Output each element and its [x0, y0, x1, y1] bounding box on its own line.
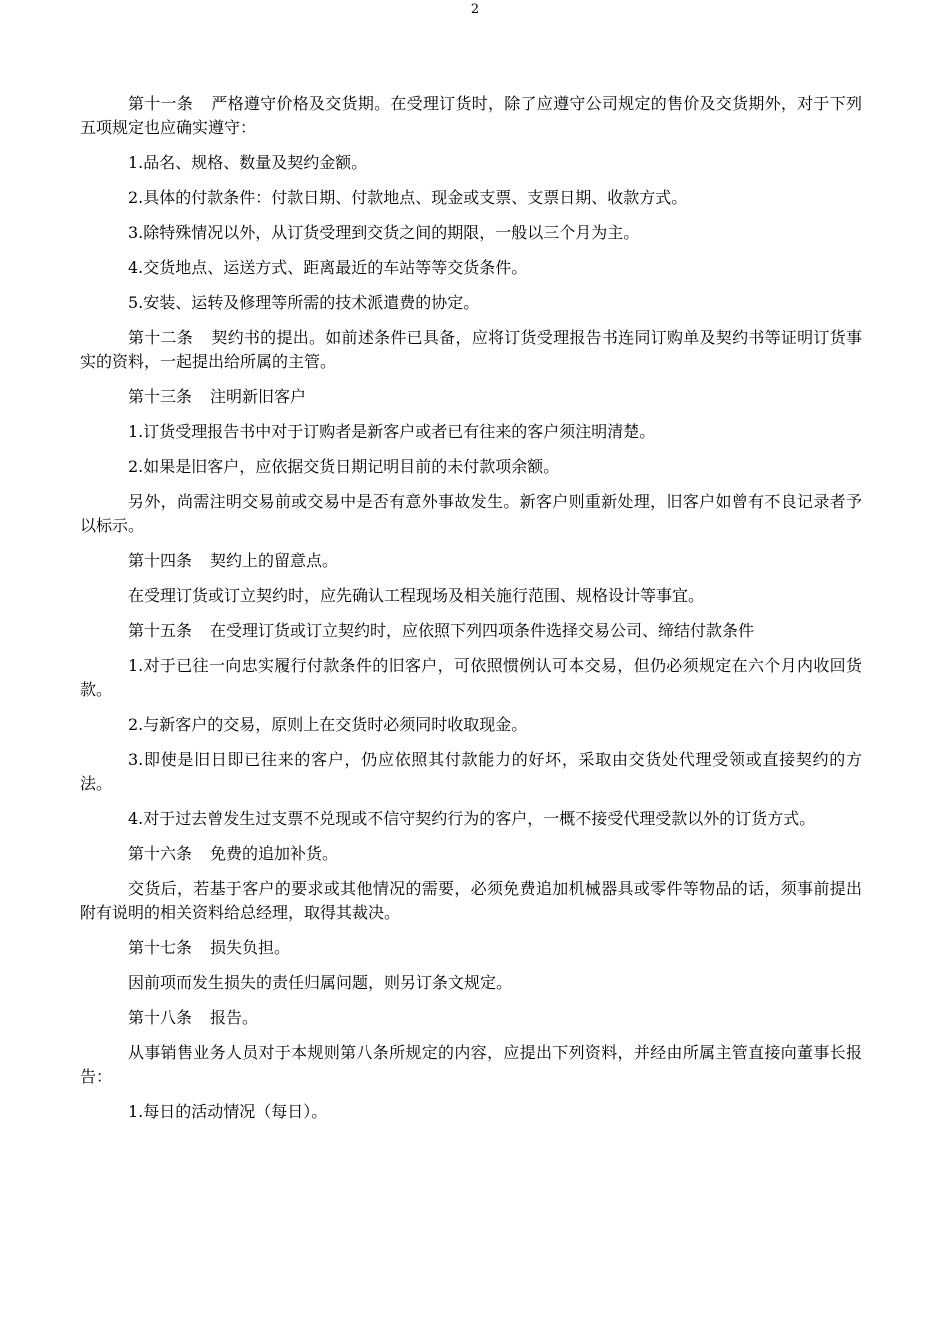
paragraph-text: 从事销售业务人员对于本规则第八条所规定的内容，应提出下列资料，并经由所属主管直接向董事长报告： — [80, 1043, 862, 1086]
paragraph-text: 因前项而发生损失的责任归属问题，则另订条文规定。 — [128, 973, 513, 992]
paragraph-text: 报告。 — [210, 1008, 259, 1027]
paragraph — [80, 936, 862, 960]
paragraph-text: 交货后，若基于客户的要求或其他情况的需要，必须免费追加机械器具或零件等物品的话，须事前提出附有说明的相关资料给总经理，取得其裁决。 — [80, 879, 862, 922]
paragraph-text: 在受理订货或订立契约时，应先确认工程现场及相关施行范围、规格设计等事宜。 — [128, 586, 705, 605]
document-body — [80, 92, 862, 1135]
paragraph-text: 5.安装、运转及修理等所需的技术派遣费的协定。 — [128, 293, 480, 312]
paragraph-text: 2.具体的付款条件：付款日期、付款地点、现金或支票、支票日期、收款方式。 — [128, 188, 688, 207]
list-item — [80, 654, 862, 702]
paragraph-text: 损失负担。 — [210, 938, 291, 957]
article-heading: 第十三条 — [128, 387, 193, 406]
list-item — [80, 256, 862, 280]
page-number: 2 — [470, 2, 480, 17]
paragraph-text: 3.除特殊情况以外，从订货受理到交货之间的期限，一般以三个月为主。 — [128, 223, 640, 242]
paragraph-text: 注明新旧客户 — [210, 387, 307, 406]
paragraph — [80, 1041, 862, 1089]
article-heading: 第十二条 — [128, 328, 194, 347]
paragraph-text: 契约上的留意点。 — [210, 551, 339, 570]
paragraph-text: 免费的追加补货。 — [210, 844, 339, 863]
paragraph — [80, 971, 862, 995]
paragraph — [80, 385, 862, 409]
paragraph — [80, 877, 862, 925]
article-heading: 第十四条 — [128, 551, 193, 570]
paragraph-text: 1.品名、规格、数量及契约金额。 — [128, 153, 368, 172]
article-heading: 第十一条 — [128, 94, 194, 113]
list-item — [80, 748, 862, 796]
paragraph-text: 契约书的提出。如前述条件已具备，应将订货受理报告书连同订购单及契约书等证明订货事实的资料，一起提出给所属的主管。 — [80, 328, 862, 371]
list-item — [80, 455, 862, 479]
paragraph — [80, 490, 862, 538]
list-item — [80, 807, 862, 831]
list-item — [80, 713, 862, 737]
paragraph-text: 在受理订货或订立契约时，应依照下列四项条件选择交易公司、缔结付款条件 — [210, 621, 755, 640]
list-item — [80, 291, 862, 315]
article-heading: 第十五条 — [128, 621, 193, 640]
paragraph-text: 4.交货地点、运送方式、距离最近的车站等等交货条件。 — [128, 258, 528, 277]
paragraph-text: 2.如果是旧客户，应依据交货日期记明目前的未付款项余额。 — [128, 457, 560, 476]
paragraph — [80, 326, 862, 374]
paragraph — [80, 619, 862, 643]
paragraph-text: 1.每日的活动情况（每日）。 — [128, 1102, 328, 1121]
article-heading: 第十七条 — [128, 938, 193, 957]
paragraph-text: 严格遵守价格及交货期。在受理订货时，除了应遵守公司规定的售价及交货期外，对于下列五项规定也应确实遵守： — [80, 94, 862, 137]
paragraph — [80, 584, 862, 608]
paragraph-text: 3.即使是旧日即已往来的客户，仍应依照其付款能力的好坏，采取由交货处代理受领或直接契约的方法。 — [80, 750, 862, 793]
list-item — [80, 151, 862, 175]
article-heading: 第十六条 — [128, 844, 193, 863]
list-item — [80, 221, 862, 245]
article-heading: 第十八条 — [128, 1008, 193, 1027]
paragraph — [80, 549, 862, 573]
paragraph — [80, 842, 862, 866]
paragraph — [80, 92, 862, 140]
paragraph-text: 另外，尚需注明交易前或交易中是否有意外事故发生。新客户则重新处理，旧客户如曾有不良记录者予以标示。 — [80, 492, 862, 535]
paragraph-text: 2.与新客户的交易，原则上在交货时必须同时收取现金。 — [128, 715, 528, 734]
paragraph — [80, 1006, 862, 1030]
list-item — [80, 186, 862, 210]
paragraph-text: 1.对于已往一向忠实履行付款条件的旧客户，可依照惯例认可本交易，但仍必须规定在六个月内收回货款。 — [80, 656, 862, 699]
paragraph-text: 4.对于过去曾发生过支票不兑现或不信守契约行为的客户，一概不接受代理受款以外的订货方式。 — [128, 809, 816, 828]
list-item — [80, 1100, 862, 1124]
paragraph-text: 1.订货受理报告书中对于订购者是新客户或者已有往来的客户须注明清楚。 — [128, 422, 656, 441]
list-item — [80, 420, 862, 444]
